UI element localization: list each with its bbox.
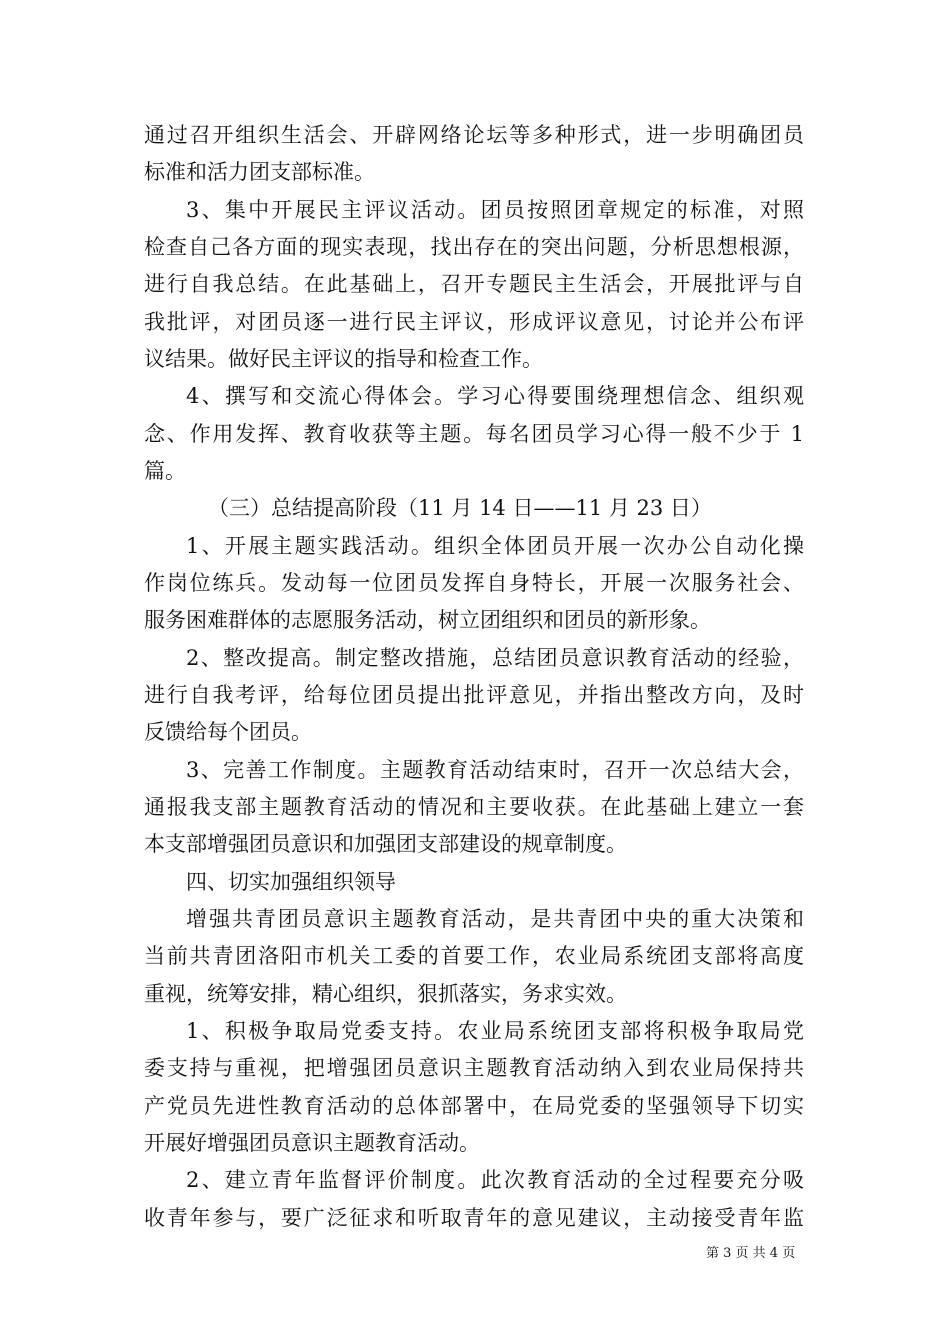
text-line: 4、撰写和交流心得体会。学习心得要围绕理想信念、组织观 bbox=[186, 384, 804, 408]
text-line: 作岗位练兵。发动每一位团员发挥自身特长，开展一次服务社会、 bbox=[144, 571, 804, 595]
text-line: 念、作用发挥、教育收获等主题。每名团员学习心得一般不少于 1 bbox=[144, 422, 804, 446]
text-line: 1、开展主题实践活动。组织全体团员开展一次办公自动化操 bbox=[186, 534, 804, 558]
text-line: 2、整改提高。制定整改措施，总结团员意识教育活动的经验， bbox=[186, 646, 804, 670]
text-line: 议结果。做好民主评议的指导和检查工作。 bbox=[144, 347, 543, 371]
text-line: 检查自己各方面的现实表现，找出存在的突出问题，分析思想根源， bbox=[144, 235, 804, 259]
text-line: 服务困难群体的志愿服务活动，树立团组织和团员的新形象。 bbox=[144, 608, 711, 632]
text-line: 篇。 bbox=[144, 459, 186, 483]
text-line: 收青年参与，要广泛征求和听取青年的意见建议，主动接受青年监 bbox=[144, 1206, 804, 1230]
text-line: 通过召开组织生活会、开辟网络论坛等多种形式，进一步明确团员 bbox=[144, 123, 804, 147]
text-line: 反馈给每个团员。 bbox=[144, 720, 312, 744]
section-heading: 四、切实加强组织领导 bbox=[186, 870, 396, 894]
section-heading: （三）总结提高阶段（11 月 14 日——11 月 23 日） bbox=[208, 496, 712, 520]
text-line: 2、建立青年监督评价制度。此次教育活动的全过程要充分吸 bbox=[186, 1168, 804, 1192]
text-line: 3、完善工作制度。主题教育活动结束时，召开一次总结大会， bbox=[186, 758, 804, 782]
text-line: 我批评，对团员逐一进行民主评议，形成评议意见，讨论并公布评 bbox=[144, 310, 804, 334]
text-line: 3、集中开展民主评议活动。团员按照团章规定的标准，对照 bbox=[186, 198, 804, 222]
text-line: 委支持与重视，把增强团员意识主题教育活动纳入到农业局保持共 bbox=[144, 1056, 804, 1080]
text-line: 重视，统筹安排，精心组织，狠抓落实，务求实效。 bbox=[144, 982, 627, 1006]
text-line: 当前共青团洛阳市机关工委的首要工作，农业局系统团支部将高度 bbox=[144, 944, 804, 968]
text-line: 进行自我总结。在此基础上，召开专题民主生活会，开展批评与自 bbox=[144, 272, 804, 296]
text-line: 进行自我考评，给每位团员提出批评意见，并指出整改方向，及时 bbox=[144, 683, 804, 707]
text-line: 标准和活力团支部标准。 bbox=[144, 160, 375, 184]
text-line: 产党员先进性教育活动的总体部署中，在局党委的坚强领导下切实 bbox=[144, 1094, 804, 1118]
text-line: 增强共青团员意识主题教育活动，是共青团中央的重大决策和 bbox=[186, 907, 804, 931]
page-number-footer: 第 3 页 共 4 页 bbox=[706, 1246, 796, 1261]
text-line: 通报我支部主题教育活动的情况和主要收获。在此基础上建立一套 bbox=[144, 795, 804, 819]
text-line: 开展好增强团员意识主题教育活动。 bbox=[144, 1131, 480, 1155]
text-line: 本支部增强团员意识和加强团支部建设的规章制度。 bbox=[144, 832, 627, 856]
text-line: 1、积极争取局党委支持。农业局系统团支部将积极争取局党 bbox=[186, 1019, 804, 1043]
